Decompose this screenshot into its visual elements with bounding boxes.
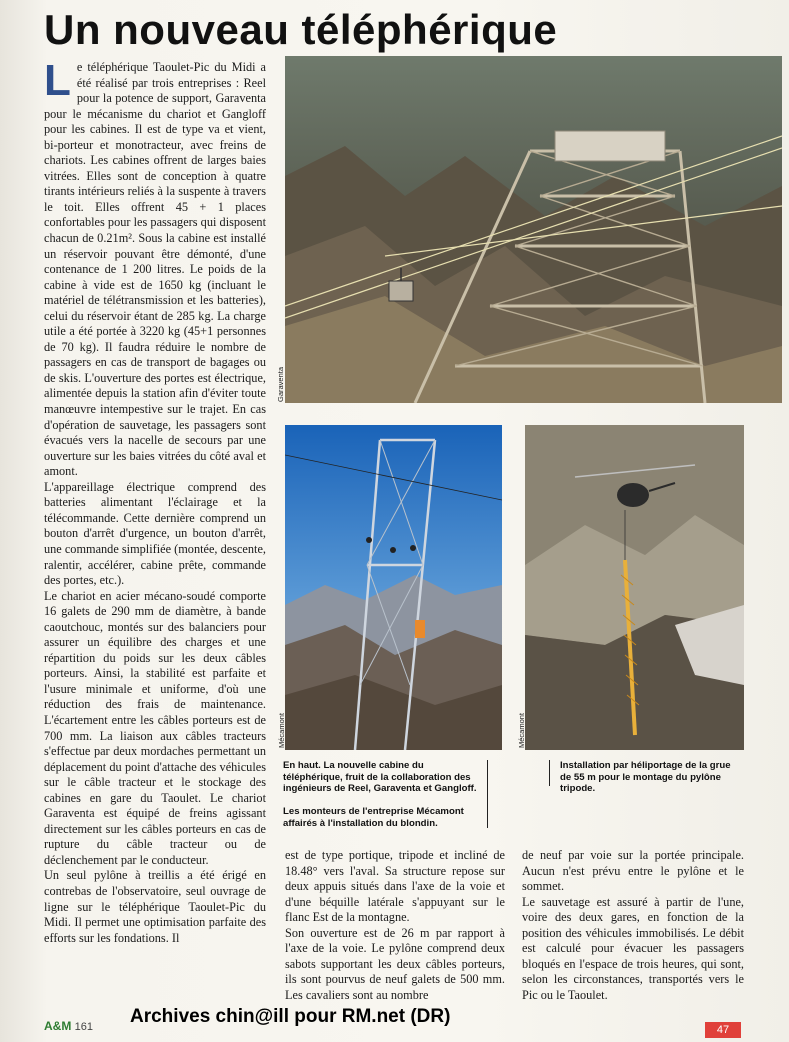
- issue-number: 161: [74, 1021, 94, 1033]
- photo-credit-top: Garaventa: [276, 366, 285, 402]
- paragraph-2: L'appareillage électrique comprend des batteries alimentant l'éclairage et la télécommande. Cette dernière comprend un bouton d'arrêt d'urgence, un bouton d'arrêt, une commande simplifiée (montée, descente, ralentir, accélérer, cabine prête, commande des portes, etc.).: [44, 479, 266, 588]
- column-2-paragraph-1: est de type portique, tripode et incliné de 18.48° vers l'aval. Sa structure repose sur deux appuis situés dans l'axe de la voie et d'une béquille latérale s'appuyant sur le flanc Est de la montagne.: [285, 848, 505, 925]
- page-title: Un nouveau téléphérique: [44, 6, 558, 53]
- caption-right: Installation par héliportage de la grue de 55 m pour le montage du pylône tripode.: [560, 760, 731, 794]
- photo-helicopter-crane: [525, 425, 744, 750]
- magazine-logo: [44, 1019, 93, 1033]
- paragraph-3: Le chariot en acier mécano-soudé comporte 16 galets de 290 mm de diamètre, à bande caoutchouc, montés sur des balanciers pour assurer un équilibre des charges et une répartition du poids sur les deux câbles porteurs. Ainsi, la stabilité est parfaite et l'usure minimale et uniforme, d'où une réduction des frais de maintenance. L'écartement entre les câbles porteurs est de 700 mm. La liaison aux câbles tracteurs s'effectue par deux mordaches permettant un déplacement du point d'attache des véhicules sur le câble tracteur et le stockage des cabines en gare du Taoulet. Le chariot Garaventa est équipé de freins agissant directement sur les câbles porteurs en cas de rupture du câble tracteur ou de déclenchement par le conducteur.: [44, 588, 266, 867]
- column-3-paragraph-1: de neuf par voie sur la portée principale. Aucun n'est prévu entre le pylône et le sommet.: [522, 848, 744, 894]
- paragraph-1: [44, 56, 266, 480]
- photo-cable-car-pylon: [285, 56, 782, 403]
- article-column-2: [285, 848, 505, 1003]
- caption-left-1: En haut. La nouvelle cabine du téléphérique, fruit de la collaboration des ingénieurs de Reel, Garaventa et Gangloff.: [283, 760, 477, 794]
- article-column-3: [522, 848, 744, 1003]
- page-number: 47: [705, 1022, 741, 1038]
- logo-text: A&M: [44, 1019, 72, 1033]
- column-3-paragraph-2: Le sauvetage est assuré à partir de l'une, voire des deux gares, en fonction de la position des véhicules immobilisés. Le débit est calculé pour évacuer les passagers bloqués en l'espace de trois heures, qui sont, selon les circonstances, transportés vers le Pic ou le Taoulet.: [522, 894, 744, 1002]
- photo-credit-right: Mécamont: [517, 712, 526, 748]
- paragraph-1-text: e téléphérique Taoulet-Pic du Midi a été réalisé par trois entreprises : Reel pour la potence de support, Garaventa pour le mécanisme du chariot et Gangloff pour les cabines. Il est de type va et vient, bi-porteur et monotracteur, avec freins de chariots. Les cabines offrent de larges baies vitrées. Elles sont de conception à quatre tirants intérieurs reliés à la suspente à travers le toit. Elles offrent 45 + 1 places confortables pour les passagers qui disposent chacun de 0.21m². Sous la cabine est installé un réservoir pouvant être démonté, d'une contenance de 1 200 litres. Le poids de la cabine à vide est de 1650 kg (incluant le matériel de télétransmission et les batteries), celui du réservoir étant de 285 kg. La charge utile a été portée à 3220 kg (45+1 personnes de 70 kg). Il faudra réduire le nombre de passagers en cas de transport de bagages ou de skis. L'ouverture des portes est électrique, alimentée depuis la station afin d'éviter toute manœuvre intempestive sur le trajet. En cas d'opération de sauvetage, les passagers sont évacués vers la nacelle de secours par une ouverture sur les baies vitrées du côté aval et amont.: [44, 60, 266, 479]
- caption-left-2: Les monteurs de l'entreprise Mécamont affairés à l'installation du blondin.: [283, 806, 464, 829]
- article-column-1: [44, 56, 266, 946]
- column-2-paragraph-2: Son ouverture est de 26 m par rapport à l'axe de la voie. Le pylône comprend deux sabots supportant les deux câbles porteurs, ils sont pourvus de neuf galets de 500 mm. Les cavaliers sont au nombre: [285, 925, 505, 1002]
- caption-rule-left: [487, 760, 488, 828]
- photo-credit-left: Mécamont: [277, 712, 286, 748]
- paragraph-4: Un seul pylône à treillis a été érigé en contrebas de l'observatoire, seul ouvrage de ligne sur le téléphérique Taoulet-Pic du Midi. Il permet une optimisation parfaite des efforts sur les fondations. Il: [44, 868, 266, 945]
- archive-watermark: Archives chin@ill pour RM.net (DR): [130, 1006, 451, 1027]
- photo-workers-blondin: [285, 425, 502, 750]
- caption-rule-right: [549, 760, 550, 786]
- drop-cap: L: [44, 56, 71, 105]
